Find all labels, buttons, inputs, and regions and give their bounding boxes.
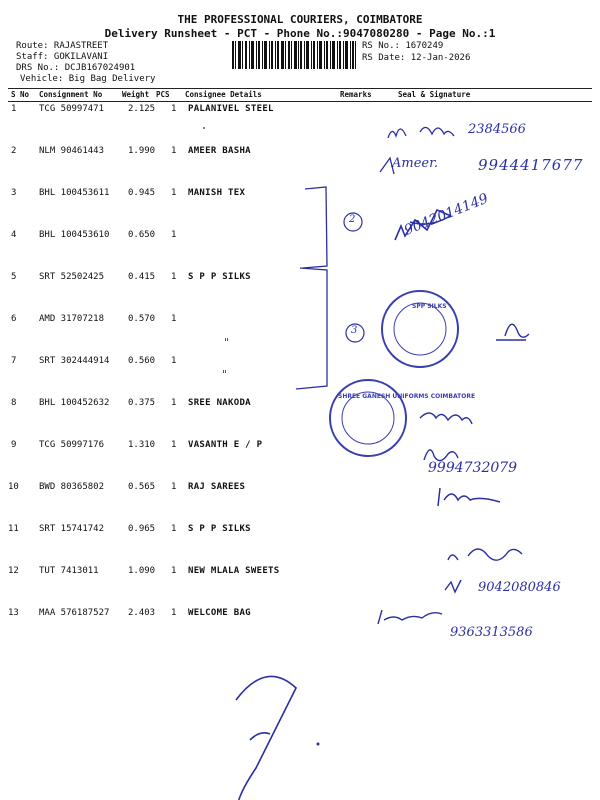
- row-pcs: 1: [171, 398, 177, 408]
- row-pcs: 1: [171, 608, 177, 618]
- circled-2-number: 2: [349, 214, 356, 225]
- shree-stamp-text: SHREE GANESH UNIFORMS COIMBATORE: [338, 393, 476, 400]
- col-consignee: Consignee Details: [185, 90, 262, 99]
- row-consignee: S P P SILKS: [188, 272, 251, 282]
- signature-row11: [448, 549, 522, 560]
- row-sno: 13: [8, 608, 19, 618]
- row-consignment: BHL 100452632: [39, 398, 110, 408]
- row-pcs: 1: [171, 482, 177, 492]
- row-sno: 9: [11, 440, 17, 450]
- row-pcs: 1: [171, 230, 177, 240]
- row-consignment: TCG 50997176: [39, 440, 105, 450]
- signature-row8: [420, 413, 472, 424]
- col-sno: S No: [11, 90, 30, 99]
- row-weight: 0.560: [128, 356, 156, 366]
- rs-date: RS Date: 12-Jan-2026: [362, 53, 471, 63]
- col-seal: Seal & Signature: [398, 90, 471, 99]
- row-weight: 1.090: [128, 566, 156, 576]
- row-consignee: AMEER BASHA: [188, 146, 251, 156]
- signature-row10: [438, 488, 500, 506]
- row-weight: 0.965: [128, 524, 156, 534]
- row-weight: 0.375: [128, 398, 156, 408]
- row-sno: 10: [8, 482, 19, 492]
- staff-label: Staff: GOKILAVANI: [16, 52, 109, 62]
- row-sno: 8: [11, 398, 17, 408]
- row-consignment: BHL 100453611: [39, 188, 110, 198]
- row-consignment: SRT 15741742: [39, 524, 105, 534]
- row-pcs: 1: [171, 524, 177, 534]
- row-weight: 1.990: [128, 146, 156, 156]
- company-title: THE PROFESSIONAL COURIERS, COIMBATORE: [177, 13, 423, 26]
- row-weight: 0.570: [128, 314, 156, 324]
- bottom-scribble: [236, 676, 296, 800]
- row-consignee: VASANTH E / P: [188, 440, 263, 450]
- row-pcs: 1: [171, 272, 177, 282]
- handwritten-r13-phone: 9363313586: [450, 625, 533, 640]
- signature-rows-6-7: [496, 324, 529, 340]
- col-weight: Weight: [122, 90, 150, 99]
- row-consignment: SRT 52502425: [39, 272, 105, 282]
- row-consignment: TCG 50997471: [39, 104, 105, 114]
- row-weight: 0.650: [128, 230, 156, 240]
- row-consignee: MANISH TEX: [188, 188, 246, 198]
- bracket-rows-5-7: [296, 268, 327, 389]
- row-sno: 7: [11, 356, 17, 366]
- row-consignment: AMD 31707218: [39, 314, 105, 324]
- row-consignee: NEW MLALA SWEETS: [188, 566, 280, 576]
- col-remarks: Remarks: [340, 90, 372, 99]
- row-weight: 2.125: [128, 104, 156, 114]
- row-consignment: NLM 90461443: [39, 146, 105, 156]
- handwritten-r12-phone: 9042080846: [478, 580, 561, 595]
- bracket-rows-3-4: [303, 187, 327, 268]
- row-pcs: 1: [171, 566, 177, 576]
- row-consignment: SRT 302444914: [39, 356, 110, 366]
- row-sno: 1: [11, 104, 17, 114]
- spp-stamp-text: SPP SILKS: [412, 303, 447, 310]
- handwritten-r9-phone: 9994732079: [428, 460, 518, 476]
- row-pcs: 1: [171, 440, 177, 450]
- ink-dot: [203, 127, 205, 129]
- route-label: Route: RAJASTREET: [16, 41, 109, 51]
- row-consignee: SREE NAKODA: [188, 398, 251, 408]
- shree-ganesh-stamp: [330, 380, 475, 456]
- signature-row9: [424, 450, 458, 461]
- signature-row13: [378, 610, 442, 624]
- handwritten-r1-num: 2384566: [468, 122, 526, 137]
- row-consignment: TUT 7413011: [39, 566, 99, 576]
- row-pcs: 1: [171, 314, 177, 324]
- row-consignee: S P P SILKS: [188, 524, 251, 534]
- row-pcs: 1: [171, 356, 177, 366]
- row-weight: 0.415: [128, 272, 156, 282]
- row-weight: 1.310: [128, 440, 156, 450]
- rs-number: RS No.: 1670249: [362, 41, 444, 51]
- row-consignment: MAA 576187527: [39, 608, 110, 618]
- signature-row1: [388, 127, 454, 138]
- row-consignment: BWD 80365802: [39, 482, 105, 492]
- handwritten-r4-phone: 9042014149: [402, 190, 491, 239]
- row-consignment: BHL 100453610: [39, 230, 110, 240]
- row-sno: 11: [8, 524, 19, 534]
- row-sno: 4: [11, 230, 17, 240]
- row-sno: 5: [11, 272, 17, 282]
- row-sno: 2: [11, 146, 17, 156]
- signature-row12: [445, 580, 461, 592]
- spp-stamp: [382, 291, 458, 367]
- row-sno: 3: [11, 188, 17, 198]
- col-consignment: Consignment No: [39, 90, 103, 99]
- row-weight: 2.403: [128, 608, 156, 618]
- handwritten-r2-phone: 9944417677: [478, 156, 584, 174]
- col-pcs: PCS: [156, 90, 170, 99]
- row-consignee: WELCOME BAG: [188, 608, 251, 618]
- ditto-row6: ": [224, 336, 230, 349]
- handwritten-r2-name: Ameer.: [392, 156, 439, 171]
- vehicle-label: Vehicle: Big Bag Delivery: [20, 74, 156, 84]
- row-sno: 12: [8, 566, 19, 576]
- row-consignee: RAJ SAREES: [188, 482, 246, 492]
- row-pcs: 1: [171, 146, 177, 156]
- row-weight: 0.565: [128, 482, 156, 492]
- runsheet-subtitle: Delivery Runsheet - PCT - Phone No.:9047080280 - Page No.:1: [104, 27, 496, 40]
- drs-label: DRS No.: DCJB167024901: [16, 63, 136, 73]
- row-pcs: 1: [171, 104, 177, 114]
- row-pcs: 1: [171, 188, 177, 198]
- circled-3-number: 3: [351, 325, 358, 336]
- row-weight: 0.945: [128, 188, 156, 198]
- bottom-dot: [317, 743, 320, 746]
- row-sno: 6: [11, 314, 17, 324]
- ditto-row7: ": [222, 368, 228, 381]
- row-consignee: PALANIVEL STEEL: [188, 104, 274, 114]
